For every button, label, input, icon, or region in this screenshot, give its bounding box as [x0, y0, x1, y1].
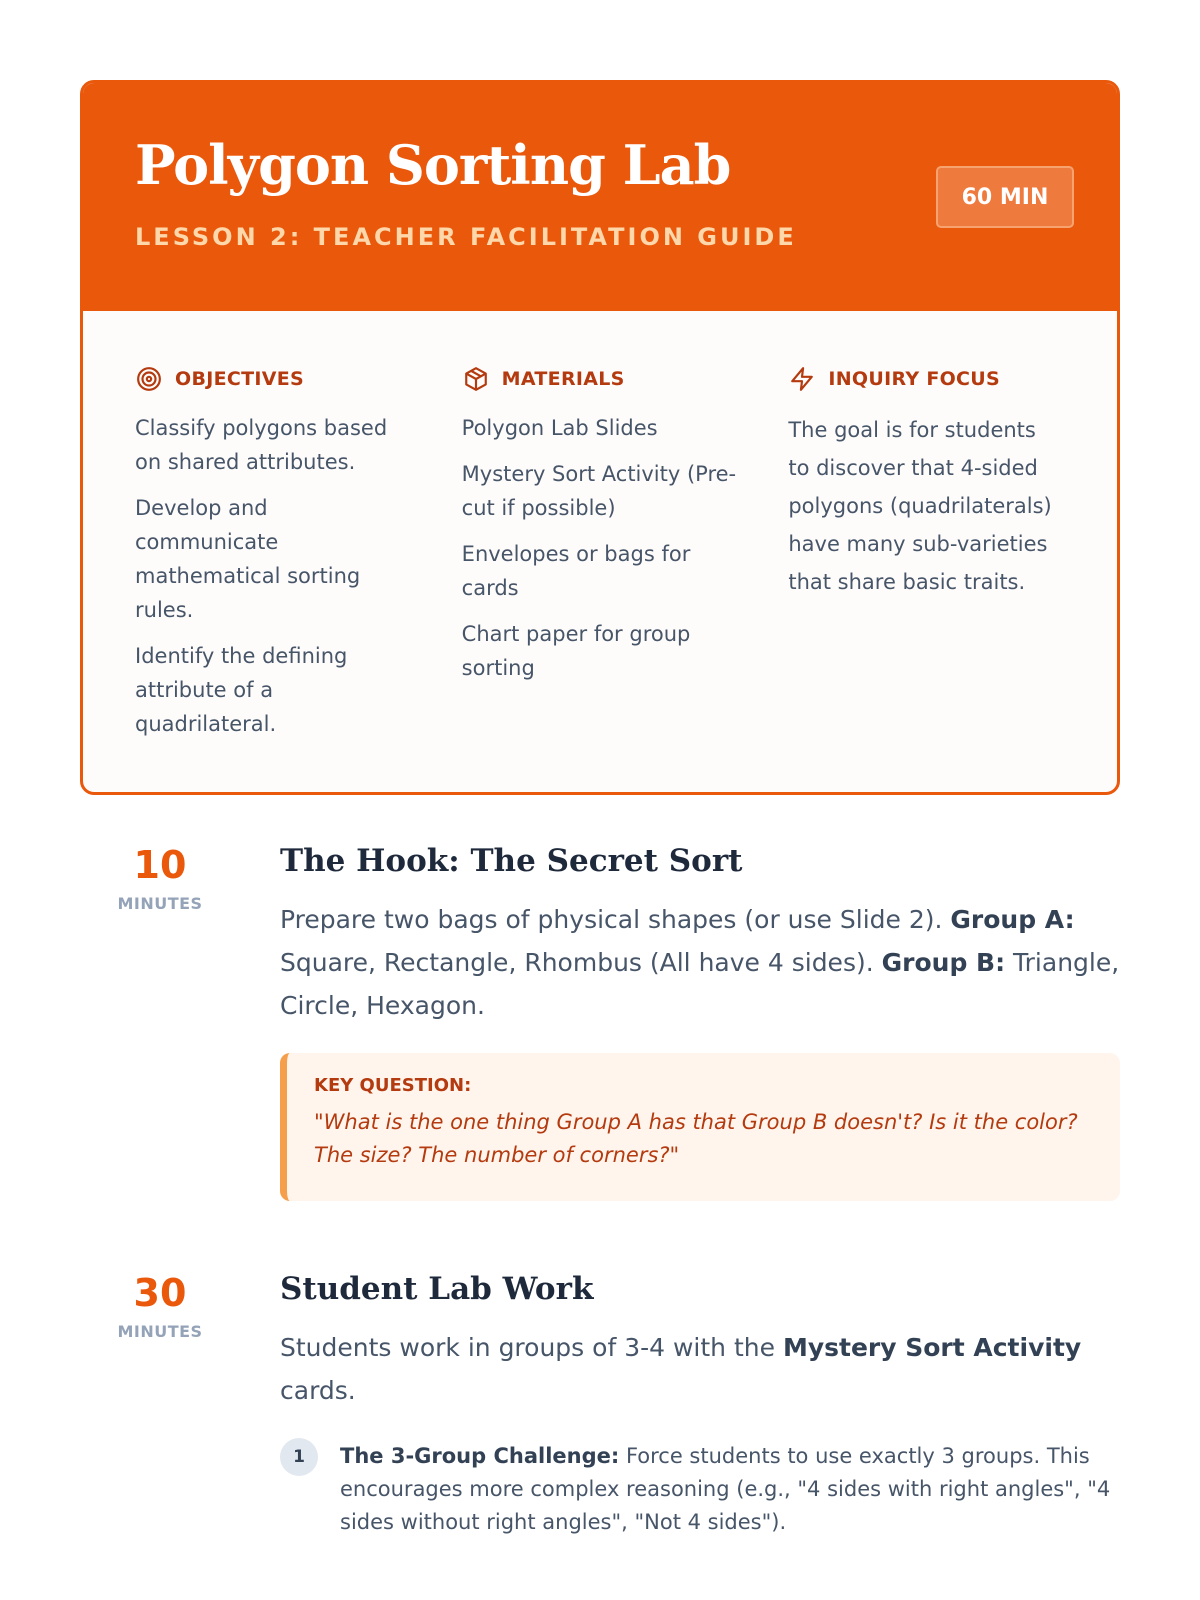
callout-question: "What is the one thing Group A has that Group B doesn't? Is it the color? The size? The number of corners?" [314, 1110, 1078, 1167]
lesson-subtitle: LESSON 2: TEACHER FACILITATION GUIDE [135, 223, 797, 251]
duration-badge: 60 MIN [936, 166, 1074, 228]
overview-columns [135, 363, 1115, 753]
inquiry-label: INQUIRY FOCUS [828, 368, 1001, 390]
objective-item: Identify the defining attribute of a quadrilateral. [135, 644, 348, 736]
section-minutes-label: MINUTES [117, 1322, 203, 1341]
materials-column [462, 363, 789, 753]
section-minutes: 30 [133, 1271, 187, 1315]
lesson-header [83, 83, 1117, 311]
box-icon [462, 365, 490, 393]
material-item: Envelopes or bags for cards [461, 542, 691, 600]
inquiry-column [788, 363, 1115, 753]
section-title: Student Lab Work [280, 1271, 594, 1307]
section-minutes-label: MINUTES [117, 894, 203, 913]
lesson-overview-card [80, 80, 1120, 795]
material-item: Polygon Lab Slides [461, 416, 658, 440]
objectives-label: OBJECTIVES [175, 368, 305, 390]
section-description: Students work in groups of 3-4 with the Mystery Sort Activity cards. [280, 1333, 1082, 1405]
section-minutes: 10 [133, 843, 187, 887]
section-description: Prepare two bags of physical shapes (or use Slide 2). Group A: Square, Rectangle, Rhombus (All have 4 sides). Group B: Triangle, Circle, Hexagon. [280, 905, 1120, 1020]
material-item: Mystery Sort Activity (Pre-cut if possible) [461, 462, 737, 520]
objectives-column [135, 363, 462, 753]
callout-label: KEY QUESTION: [314, 1075, 472, 1096]
step-number: 1 [280, 1438, 318, 1476]
key-question-callout [280, 1053, 1120, 1201]
material-item: Chart paper for group sorting [461, 622, 691, 680]
target-icon [135, 365, 163, 393]
step-text: The 3-Group Challenge: Force students to use exactly 3 groups. This encourages more complex reasoning (e.g., "4 sides with right angles", "4 sides without right angles", "Not 4 sides"). [340, 1444, 1111, 1534]
inquiry-text: The goal is for students to discover that 4-sided polygons (quadrilaterals) have many sub-varieties that share basic traits. [788, 418, 1052, 594]
lesson-title: Polygon Sorting Lab [135, 133, 731, 197]
lightning-icon [788, 365, 816, 393]
section-title: The Hook: The Secret Sort [280, 843, 743, 879]
objective-item: Develop and communicate mathematical sorting rules. [135, 496, 361, 622]
objective-item: Classify polygons based on shared attributes. [135, 416, 388, 474]
materials-label: MATERIALS [501, 368, 625, 390]
